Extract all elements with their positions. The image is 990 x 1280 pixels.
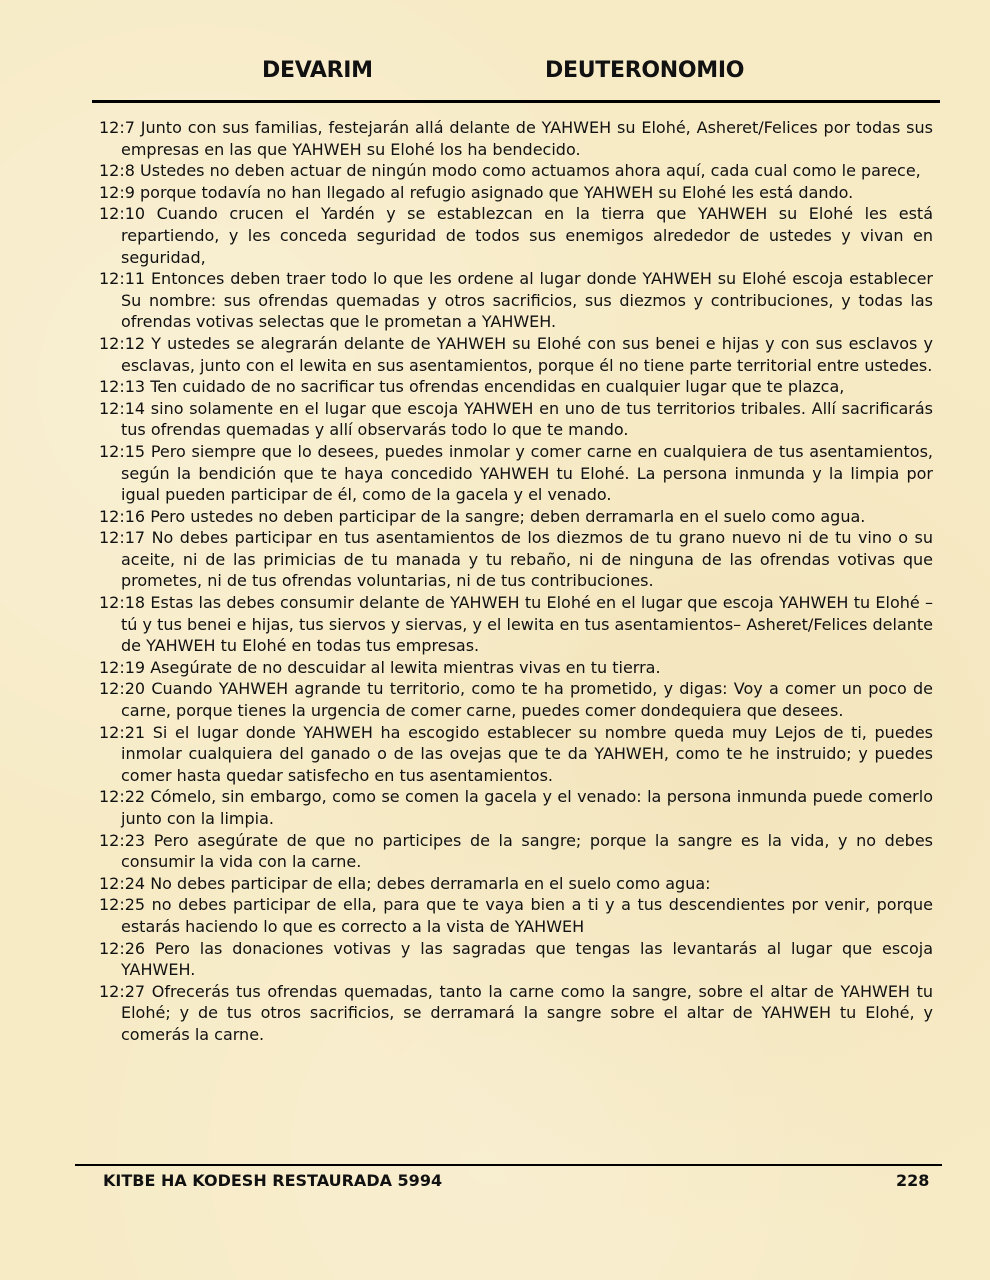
verse: 12:22 Cómelo, sin embargo, como se comen la gacela y el venado: la persona inmunda puede comerlo junto con la limpia. xyxy=(99,787,933,828)
verse: 12:10 Cuando crucen el Yardén y se establezcan en la tierra que YAHWEH su Elohé les está repartiendo, y les conceda seguridad de todos sus enemigos alrededor de ustedes y vivan en seguridad, xyxy=(99,204,933,267)
header-divider xyxy=(92,100,940,103)
footer-divider xyxy=(75,1164,942,1166)
verse: 12:15 Pero siempre que lo desees, puedes inmolar y comer carne en cualquiera de tus asentamientos, según la bendición que te haya concedido YAHWEH tu Elohé. La persona inmunda y la limpia por igual pueden participar de él, como de la gacela y el venado. xyxy=(99,441,933,505)
verse: 12:9 porque todavía no han llegado al refugio asignado que YAHWEH su Elohé les está dando. xyxy=(99,182,854,202)
page-header xyxy=(0,58,990,90)
book-title-spanish: DEUTERONOMIO xyxy=(545,58,745,83)
verse: 12:23 Pero asegúrate de que no participes de la sangre; porque la sangre es la vida, y no debes consumir la vida con la carne. xyxy=(99,830,933,872)
verse: 12:20 Cuando YAHWEH agrande tu territorio, como te ha prometido, y digas: Voy a comer un poco de carne, porque tienes la urgencia de comer carne, puedes comer dondequiera que desees. xyxy=(99,679,933,721)
verse-list xyxy=(99,117,933,1046)
verse: 12:7 Junto con sus familias, festejarán allá delante de YAHWEH su Elohé, Asheret/Felices por todas sus empresas en las que YAHWEH su Elohé los ha bendecido. xyxy=(99,118,933,159)
verse: 12:13 Ten cuidado de no sacrificar tus ofrendas encendidas en cualquier lugar que te plazca, xyxy=(99,377,845,397)
verse: 12:27 Ofrecerás tus ofrendas quemadas, tanto la carne como la sangre, sobre el altar de YAHWEH tu Elohé; y de tus otros sacrificios, se derramará la sangre sobre el altar de YAHWEH tu Elohé, y comerás la carne. xyxy=(99,981,933,1044)
verse: 12:18 Estas las debes consumir delante de YAHWEH tu Elohé en el lugar que escoja YAHWEH tu Elohé –tú y tus benei e hijas, tus siervos y siervas, y el lewita en tus asentamientos– Asheret/Felices delante de YAHWEH tu Elohé en todas tus empresas. xyxy=(99,593,933,656)
verse: 12:26 Pero las donaciones votivas y las sagradas que tengas las levantarás al lugar que escoja YAHWEH. xyxy=(99,938,933,980)
verse: 12:8 Ustedes no deben actuar de ningún modo como actuamos ahora aquí, cada cual como le parece, xyxy=(99,161,921,181)
footer-title: KITBE HA KODESH RESTAURADA 5994 xyxy=(103,1171,443,1190)
verse: 12:25 no debes participar de ella, para que te vaya bien a ti y a tus descendientes por venir, porque estarás haciendo lo que es correcto a la vista de YAHWEH xyxy=(99,895,933,936)
verse: 12:11 Entonces deben traer todo lo que les ordene al lugar donde YAHWEH su Elohé escoja establecer Su nombre: sus ofrendas quemadas y otros sacrificios, sus diezmos y contribuciones, y todas las ofrendas votivas selectas que le prometan a YAHWEH. xyxy=(99,269,933,332)
verse: 12:21 Si el lugar donde YAHWEH ha escogido establecer su nombre queda muy Lejos de ti, puedes inmolar cualquiera del ganado o de las ovejas que te da YAHWEH, como te he instruido; y puedes comer hasta quedar satisfecho en tus asentamientos. xyxy=(99,722,933,785)
verse: 12:19 Asegúrate de no descuidar al lewita mientras vivas en tu tierra. xyxy=(99,657,661,677)
verse: 12:12 Y ustedes se alegrarán delante de YAHWEH su Elohé con sus benei e hijas y con sus esclavos y esclavas, junto con el lewita en sus asentamientos, porque él no tiene parte territorial entre ustedes. xyxy=(99,333,933,375)
verse: 12:14 sino solamente en el lugar que escoja YAHWEH en uno de tus territorios tribales. Allí sacrificarás tus ofrendas quemadas y allí observarás todo lo que te mando. xyxy=(99,398,933,440)
book-title-hebrew: DEVARIM xyxy=(262,58,373,83)
verse: 12:24 No debes participar de ella; debes derramarla en el suelo como agua: xyxy=(99,873,711,893)
verse: 12:17 No debes participar en tus asentamientos de los diezmos de tu grano nuevo ni de tu vino o su aceite, ni de las primicias de tu manada y tu rebaño, ni de ninguna de las ofrendas votivas que prometes, ni de tus ofrendas voluntarias, ni de tus contribuciones. xyxy=(99,528,933,591)
verse: 12:16 Pero ustedes no deben participar de la sangre; deben derramarla en el suelo como agua. xyxy=(99,506,866,526)
page-footer xyxy=(0,1171,990,1195)
page-number: 228 xyxy=(896,1171,930,1190)
